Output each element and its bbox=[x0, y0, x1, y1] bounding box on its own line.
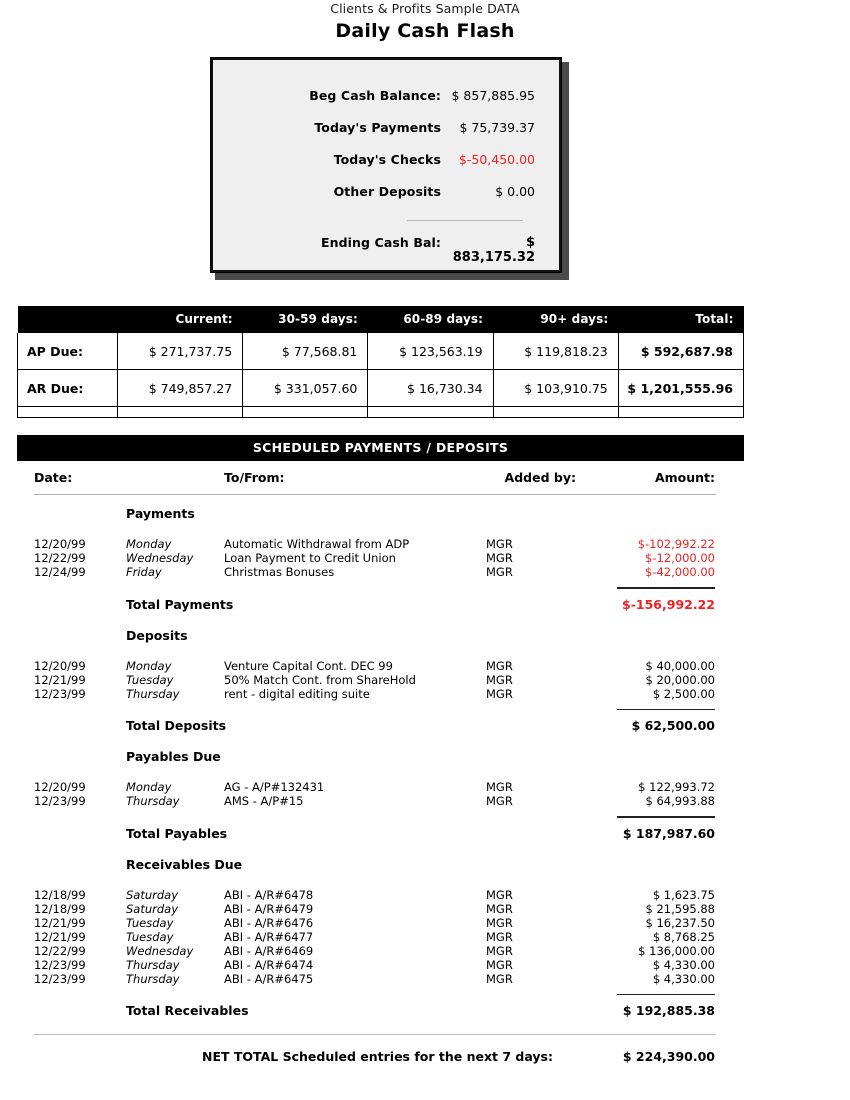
scheduled-payments-banner: SCHEDULED PAYMENTS / DEPOSITS bbox=[17, 435, 744, 461]
aging-spacer-cell bbox=[243, 407, 368, 418]
row-amount: $ 8,768.25 bbox=[652, 929, 715, 944]
ending-cash-label: Ending Cash Bal: bbox=[320, 235, 441, 250]
sample-data-subtitle: Clients & Profits Sample DATA bbox=[330, 1, 520, 16]
list-item bbox=[34, 673, 716, 687]
document-header bbox=[0, 0, 850, 42]
aging-cell-60-89: $ 16,730.34 bbox=[368, 370, 493, 407]
net-total-label: NET TOTAL Scheduled entries for the next 7 days: bbox=[202, 1049, 553, 1064]
group-title-deposits: Deposits bbox=[126, 627, 188, 643]
aging-cell-total: $ 1,201,555.96 bbox=[618, 370, 743, 407]
list-item bbox=[34, 958, 716, 972]
row-desc: ABI - A/R#6479 bbox=[224, 901, 314, 916]
row-desc: 50% Match Cont. from ShareHold bbox=[224, 672, 416, 687]
row-desc: rent - digital editing suite bbox=[224, 686, 370, 701]
table-row bbox=[18, 333, 744, 370]
group-total-amount: $ 187,987.60 bbox=[622, 825, 715, 841]
cash-summary-box bbox=[211, 58, 565, 276]
cash-summary-box-inner bbox=[211, 58, 561, 272]
row-desc: Venture Capital Cont. DEC 99 bbox=[224, 658, 393, 673]
row-added-by: MGR bbox=[486, 887, 513, 902]
aging-header-90plus: 90+ days: bbox=[493, 306, 618, 333]
row-amount: $ 4,330.00 bbox=[652, 957, 715, 972]
aging-table-spacer-row bbox=[18, 407, 744, 418]
group-total-receivables bbox=[34, 1003, 716, 1019]
aging-header-current: Current: bbox=[118, 306, 243, 333]
group-total-deposits bbox=[34, 718, 716, 734]
cash-row-label: Other Deposits bbox=[333, 184, 441, 199]
row-amount: $ 40,000.00 bbox=[645, 658, 715, 673]
row-desc: Loan Payment to Credit Union bbox=[224, 551, 396, 565]
row-added-by: MGR bbox=[486, 658, 513, 673]
cash-row-label: Beg Cash Balance: bbox=[309, 88, 441, 103]
row-amount: $ 4,330.00 bbox=[652, 971, 715, 986]
aging-header-30-59: 30-59 days: bbox=[243, 306, 368, 333]
aging-header-blank bbox=[18, 306, 118, 333]
row-desc: ABI - A/R#6469 bbox=[224, 943, 314, 958]
aging-row-label: AR Due: bbox=[18, 370, 118, 407]
row-added-by: MGR bbox=[486, 537, 513, 551]
row-day: Monday bbox=[126, 658, 172, 673]
cash-summary-row bbox=[213, 88, 559, 108]
cash-summary-ending-row bbox=[213, 235, 559, 265]
row-day: Saturday bbox=[126, 887, 179, 902]
row-added-by: MGR bbox=[486, 551, 513, 565]
row-amount: $ 21,595.88 bbox=[645, 901, 715, 916]
row-day: Friday bbox=[126, 565, 162, 579]
row-desc: ABI - A/R#6478 bbox=[224, 887, 314, 902]
cash-row-value: $ 0.00 bbox=[495, 184, 535, 199]
list-item bbox=[34, 551, 716, 565]
aging-header-total: Total: bbox=[618, 306, 743, 333]
row-day: Thursday bbox=[126, 971, 180, 986]
list-item bbox=[34, 944, 716, 958]
cash-row-value: $ 75,739.37 bbox=[459, 120, 535, 135]
net-total-rule bbox=[34, 1034, 716, 1035]
row-date: 12/23/99 bbox=[34, 971, 86, 986]
column-header-amount: Amount: bbox=[654, 470, 715, 485]
row-amount: $-42,000.00 bbox=[645, 565, 715, 579]
group-total-label: Total Payments bbox=[126, 596, 234, 612]
cash-row-label: Today's Payments bbox=[314, 120, 441, 135]
scheduled-payments-section bbox=[34, 470, 716, 1066]
row-desc: ABI - A/R#6474 bbox=[224, 957, 314, 972]
scheduled-column-headers bbox=[34, 470, 716, 490]
row-added-by: MGR bbox=[486, 686, 513, 701]
group-total-label: Total Deposits bbox=[126, 718, 227, 733]
row-desc: ABI - A/R#6475 bbox=[224, 971, 314, 986]
row-day: Monday bbox=[126, 780, 172, 794]
row-day: Saturday bbox=[126, 901, 179, 916]
row-amount: $ 1,623.75 bbox=[652, 887, 715, 902]
row-added-by: MGR bbox=[486, 672, 513, 687]
aging-header-60-89: 60-89 days: bbox=[368, 306, 493, 333]
list-item bbox=[34, 537, 716, 551]
row-amount: $ 2,500.00 bbox=[652, 686, 715, 701]
row-date: 12/23/99 bbox=[34, 794, 86, 808]
row-amount: $ 122,993.72 bbox=[638, 780, 715, 794]
list-item bbox=[34, 794, 716, 808]
aging-spacer-cell bbox=[118, 407, 243, 418]
row-date: 12/20/99 bbox=[34, 780, 86, 794]
group-total-amount: $ 62,500.00 bbox=[631, 718, 715, 733]
row-date: 12/24/99 bbox=[34, 565, 86, 579]
cash-summary-row bbox=[213, 120, 559, 140]
row-day: Tuesday bbox=[126, 929, 174, 944]
aging-cell-current: $ 749,857.27 bbox=[118, 370, 243, 407]
aging-cell-30-59: $ 77,568.81 bbox=[243, 333, 368, 370]
page-title: Daily Cash Flash bbox=[335, 20, 515, 42]
row-day: Monday bbox=[126, 537, 172, 551]
row-day: Wednesday bbox=[126, 551, 194, 565]
cash-summary-row bbox=[213, 152, 559, 172]
row-date: 12/20/99 bbox=[34, 658, 86, 673]
group-total-amount: $ 192,885.38 bbox=[622, 1003, 715, 1018]
list-item bbox=[34, 565, 716, 579]
row-amount: $-102,992.22 bbox=[637, 537, 715, 551]
row-added-by: MGR bbox=[486, 780, 513, 794]
aging-cell-60-89: $ 123,563.19 bbox=[368, 333, 493, 370]
row-day: Thursday bbox=[126, 794, 180, 808]
group-total-label: Total Payables bbox=[126, 825, 228, 841]
group-total-payments bbox=[34, 597, 716, 613]
net-total-row bbox=[34, 1048, 716, 1066]
row-date: 12/21/99 bbox=[34, 672, 86, 687]
row-amount: $ 20,000.00 bbox=[645, 672, 715, 687]
cash-row-label: Today's Checks bbox=[333, 152, 441, 167]
aging-row-label: AP Due: bbox=[18, 333, 118, 370]
row-amount: $ 64,993.88 bbox=[645, 794, 715, 808]
ending-cash-value: $ 883,175.32 bbox=[452, 235, 535, 265]
group-total-amount: $-156,992.22 bbox=[622, 596, 715, 612]
row-day: Wednesday bbox=[126, 943, 194, 958]
aging-header-row bbox=[18, 306, 744, 333]
row-added-by: MGR bbox=[486, 957, 513, 972]
group-total-label: Total Receivables bbox=[126, 1003, 249, 1018]
aging-cell-90plus: $ 103,910.75 bbox=[493, 370, 618, 407]
row-desc: Christmas Bonuses bbox=[224, 565, 335, 579]
row-day: Tuesday bbox=[126, 672, 174, 687]
row-added-by: MGR bbox=[486, 971, 513, 986]
cash-summary-divider bbox=[407, 220, 523, 221]
row-added-by: MGR bbox=[486, 901, 513, 916]
aging-cell-30-59: $ 331,057.60 bbox=[243, 370, 368, 407]
row-desc: ABI - A/R#6477 bbox=[224, 929, 314, 944]
aging-table bbox=[17, 306, 744, 418]
list-item bbox=[34, 972, 716, 986]
row-added-by: MGR bbox=[486, 794, 513, 808]
row-amount: $ 136,000.00 bbox=[638, 943, 715, 958]
aging-spacer-cell bbox=[493, 407, 618, 418]
row-desc: ABI - A/R#6476 bbox=[224, 915, 314, 930]
row-date: 12/21/99 bbox=[34, 929, 86, 944]
row-date: 12/23/99 bbox=[34, 686, 86, 701]
table-row bbox=[18, 370, 744, 407]
aging-cell-90plus: $ 119,818.23 bbox=[493, 333, 618, 370]
list-item bbox=[34, 916, 716, 930]
aging-spacer-cell bbox=[368, 407, 493, 418]
row-desc: Automatic Withdrawal from ADP bbox=[224, 537, 410, 551]
column-header-tofrom: To/From: bbox=[224, 470, 285, 485]
column-header-added-by: Added by: bbox=[504, 470, 576, 485]
group-title-receivables-due: Receivables Due bbox=[126, 856, 243, 872]
row-date: 12/22/99 bbox=[34, 551, 86, 565]
list-item bbox=[34, 888, 716, 902]
group-title-payables-due: Payables Due bbox=[126, 749, 221, 764]
row-amount: $ 16,237.50 bbox=[645, 915, 715, 930]
row-added-by: MGR bbox=[486, 565, 513, 579]
row-date: 12/23/99 bbox=[34, 957, 86, 972]
row-date: 12/22/99 bbox=[34, 943, 86, 958]
column-header-date: Date: bbox=[34, 470, 73, 485]
row-desc: AG - A/P#132431 bbox=[224, 780, 325, 794]
cash-row-value: $ 857,885.95 bbox=[451, 88, 535, 103]
list-item bbox=[34, 930, 716, 944]
row-date: 12/18/99 bbox=[34, 887, 86, 902]
row-added-by: MGR bbox=[486, 915, 513, 930]
list-item bbox=[34, 780, 716, 794]
group-title-payments: Payments bbox=[126, 506, 195, 521]
row-date: 12/20/99 bbox=[34, 537, 86, 551]
row-day: Thursday bbox=[126, 686, 180, 701]
cash-summary-row bbox=[213, 184, 559, 204]
row-date: 12/18/99 bbox=[34, 901, 86, 916]
row-date: 12/21/99 bbox=[34, 915, 86, 930]
list-item bbox=[34, 687, 716, 701]
row-added-by: MGR bbox=[486, 929, 513, 944]
row-day: Thursday bbox=[126, 957, 180, 972]
cash-row-value-negative: $-50,450.00 bbox=[458, 152, 535, 167]
group-total-payables bbox=[34, 826, 716, 842]
row-amount: $-12,000.00 bbox=[645, 551, 715, 565]
net-total-amount: $ 224,390.00 bbox=[622, 1049, 715, 1064]
row-added-by: MGR bbox=[486, 943, 513, 958]
aging-spacer-cell bbox=[618, 407, 743, 418]
row-day: Tuesday bbox=[126, 915, 174, 930]
list-item bbox=[34, 902, 716, 916]
list-item bbox=[34, 659, 716, 673]
aging-cell-current: $ 271,737.75 bbox=[118, 333, 243, 370]
row-desc: AMS - A/P#15 bbox=[224, 794, 304, 808]
aging-spacer-cell bbox=[18, 407, 118, 418]
aging-cell-total: $ 592,687.98 bbox=[618, 333, 743, 370]
